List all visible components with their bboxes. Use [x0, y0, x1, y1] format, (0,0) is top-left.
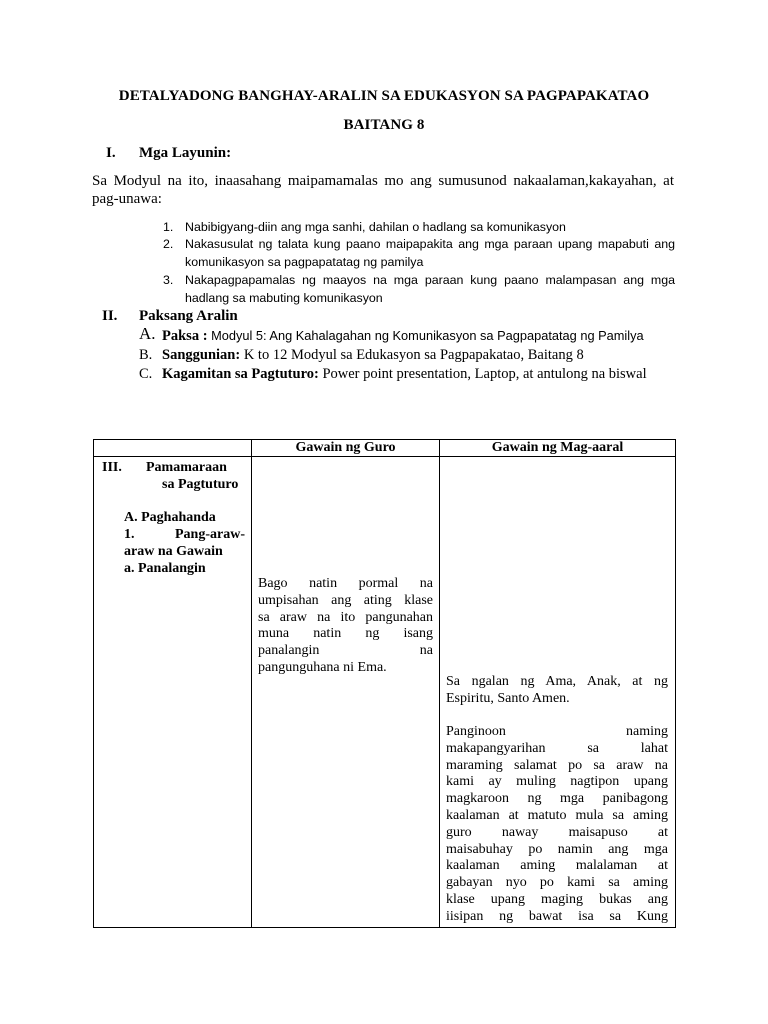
section-2-label: Paksang Aralin	[139, 308, 238, 324]
guro-cell	[252, 457, 440, 928]
text-line: gabayan nyo po kami sa aming	[446, 875, 668, 891]
text-line: Espiritu, Santo Amen.	[446, 690, 570, 706]
text-line: kami ay muling nagtipon upang	[446, 774, 668, 790]
header-gawain-magaaral: Gawain ng Mag-aaral	[440, 440, 676, 457]
paksa-label: Paksa :	[162, 328, 208, 344]
panalangin-label: a. Panalangin	[124, 561, 206, 576]
magaaral-cell	[440, 457, 676, 928]
section-1-label: Mga Layunin:	[139, 145, 232, 161]
item-letter: A.	[139, 324, 156, 343]
text-line: iisipan ng bawat isa sa Kung	[446, 908, 668, 924]
guro-prayer-instruction	[258, 576, 433, 677]
sanggunian-value: K to 12 Modyul sa Edukasyon sa Pagpapakatao, Baitang 8	[240, 347, 584, 363]
text-line: maisabuhay po namin ang mga	[446, 841, 668, 857]
objectives-intro: Sa Modyul na ito, inaasahang maipamamalas mo ang sumusunod nakaalaman,kakayahan, at pag-unawa:	[92, 173, 674, 207]
objective-item	[163, 218, 675, 236]
objective-item	[163, 235, 675, 271]
section-3-numeral: III.	[102, 460, 122, 475]
text-line: sa araw na ito pangunahan	[258, 609, 433, 625]
pamamaraan-heading: Pamamaraan	[146, 460, 227, 475]
lesson-plan-table	[93, 439, 676, 928]
text-line: maraming salamat po sa araw na	[446, 757, 668, 773]
text-line: umpisahan ang ating klase	[258, 592, 433, 608]
paksa-item	[139, 324, 675, 345]
kagamitan-label: Kagamitan sa Pagtuturo:	[162, 366, 319, 382]
header-gawain-guro: Gawain ng Guro	[252, 440, 440, 457]
text-line: panalangin na	[258, 643, 433, 659]
header-empty	[94, 440, 252, 457]
text-line: muna natin ng isang	[258, 626, 433, 642]
section-2-numeral: II.	[102, 308, 118, 324]
table-row	[94, 457, 676, 928]
objective-text: Nakapagpapamalas ng maayos na mga paraan kung paano malampasan ang mga hadlang sa mabuting komunikasyon	[185, 273, 675, 305]
daily-routine-label: Pang-araw-	[175, 527, 245, 542]
student-prayer	[446, 724, 668, 926]
objective-text: Nabibigyang-diin ang mga sanhi, dahilan o hadlang sa komunikasyon	[185, 220, 566, 234]
text-line: guro naway maisapuso at	[446, 824, 668, 840]
kagamitan-item	[139, 365, 675, 383]
text-line: pangunguhana ni Ema.	[258, 659, 387, 675]
text-line: klase upang maging bukas ang	[446, 891, 668, 907]
objective-number: 3.	[163, 273, 174, 287]
sanggunian-label: Sanggunian:	[162, 347, 241, 363]
section-1-numeral: I.	[106, 145, 116, 161]
objective-number: 1.	[163, 220, 174, 234]
text-line: Bago natin pormal na	[258, 576, 433, 591]
sanggunian-item	[139, 346, 675, 364]
paksa-value: Modyul 5: Ang Kahalagahan ng Komunikasyon sa Pagpapatatag ng Pamilya	[207, 328, 644, 343]
grade-level: BAITANG 8	[343, 117, 425, 133]
pamamaraan-cell	[94, 457, 252, 928]
objective-text: Nakasusulat ng talata kung paano maipapakita ang mga paraan upang mapabuti ang komunikasyon sa pagpapatatag ng pamilya	[185, 237, 675, 269]
daily-routine-number: 1.	[124, 527, 135, 542]
objective-item	[163, 271, 675, 307]
item-letter: C.	[139, 366, 153, 382]
kagamitan-value: Power point presentation, Laptop, at antulong na biswal	[318, 366, 647, 382]
paghahanda-label: A. Paghahanda	[124, 510, 216, 525]
pamamaraan-heading-2: sa Pagtuturo	[162, 477, 239, 492]
document-title: DETALYADONG BANGHAY-ARALIN SA EDUKASYON SA PAGPAPAKATAO	[118, 88, 650, 104]
text-line: kaalaman aming malalaman at	[446, 858, 668, 874]
text-line: Panginoon naming	[446, 724, 668, 739]
table-header-row	[94, 440, 676, 457]
text-line: makapangyarihan sa lahat	[446, 740, 668, 756]
daily-routine-label-2: araw na Gawain	[124, 544, 223, 559]
sign-of-cross	[446, 674, 668, 708]
text-line: kaalaman at matuto mula sa aming	[446, 807, 668, 823]
text-line: Sa ngalan ng Ama, Anak, at ng	[446, 674, 668, 689]
objective-number: 2.	[163, 237, 174, 251]
text-line: magkaroon ng mga panibagong	[446, 791, 668, 807]
item-letter: B.	[139, 347, 153, 363]
